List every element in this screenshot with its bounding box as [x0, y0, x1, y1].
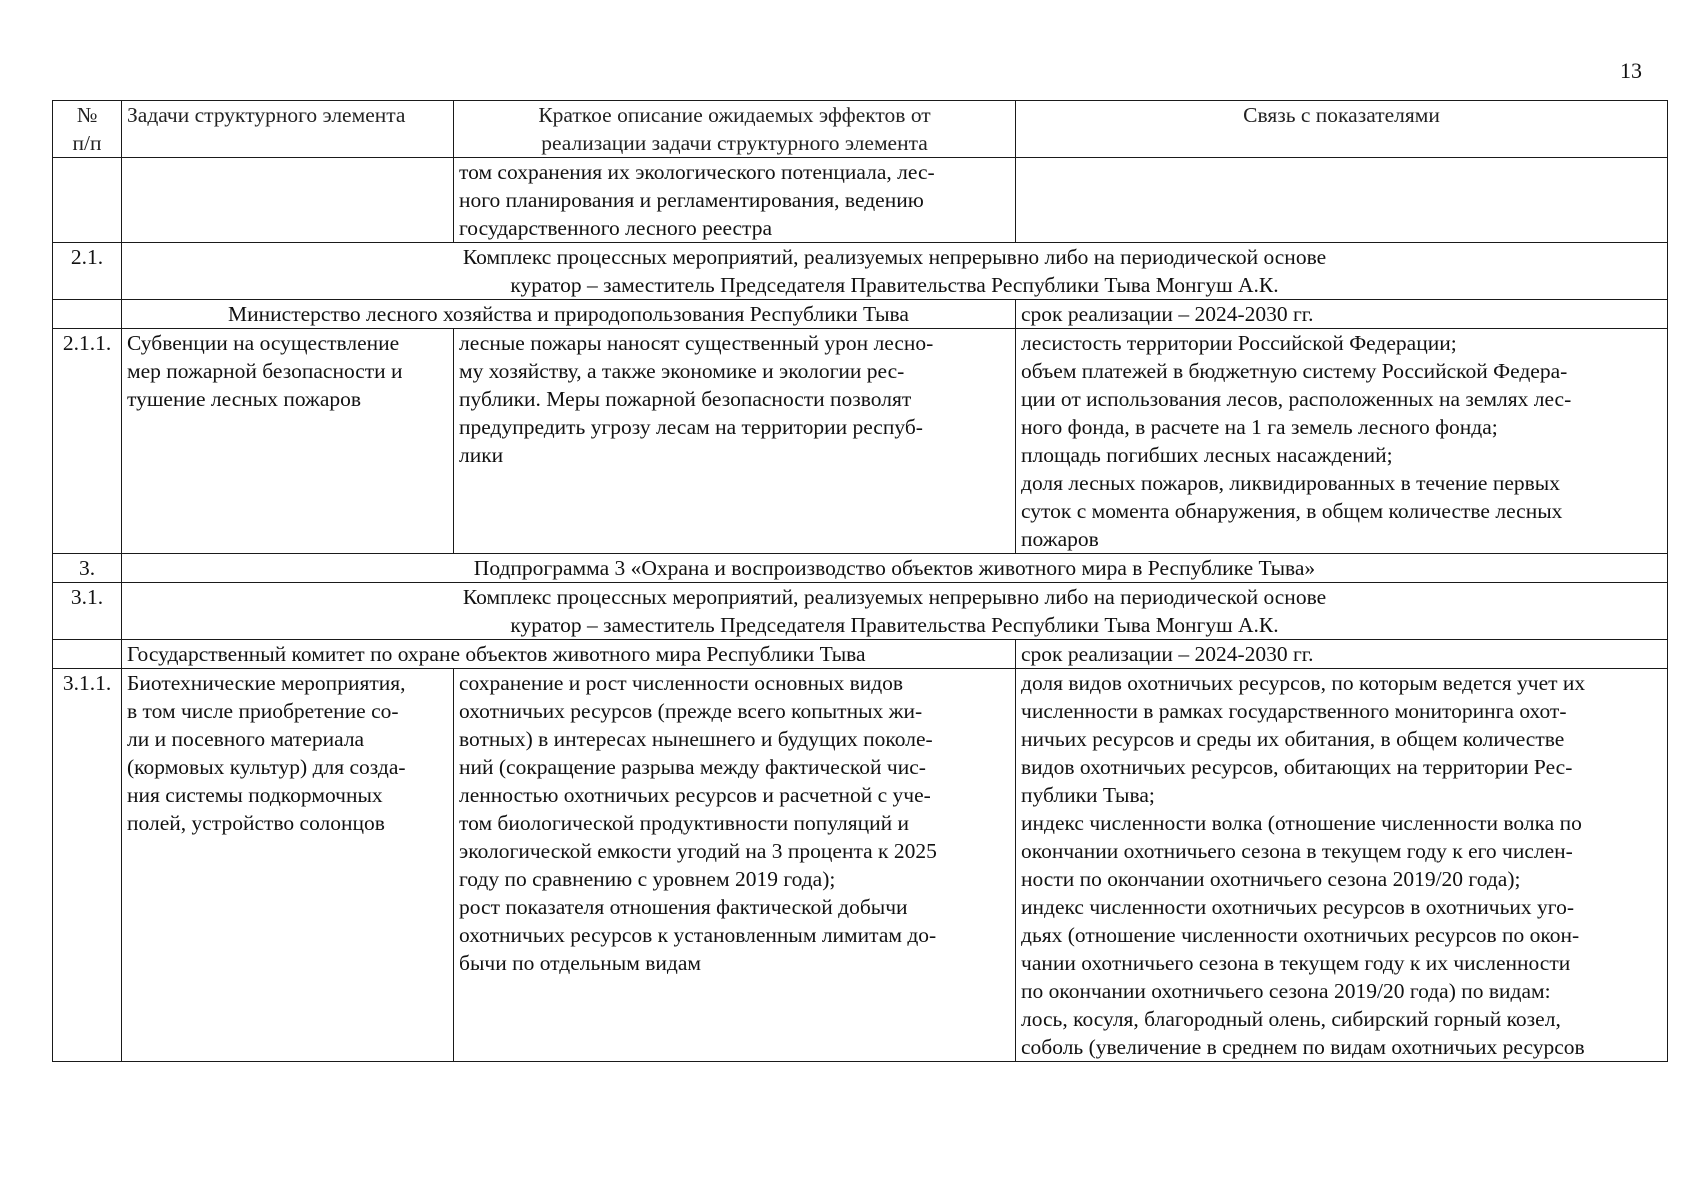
section-num: 3. [53, 554, 122, 583]
section-title [122, 243, 1668, 300]
table-row [53, 158, 1668, 243]
header-num [53, 101, 122, 158]
effects-line: ленностью охотничьих ресурсов и расчетной с уче- [459, 783, 931, 807]
effects-line: ного планирования и регламентирования, ведению [459, 188, 924, 212]
header-tasks [122, 101, 454, 158]
section-num: 3.1. [53, 583, 122, 640]
effects-line: му хозяйству, а также экономике и экологии рес- [459, 359, 905, 383]
cell-indicators [1016, 329, 1668, 554]
program-table [52, 100, 1668, 1062]
indicators-line: окончании охотничьего сезона в текущем году к его числен- [1021, 839, 1573, 863]
section-title-line: Комплекс процессных мероприятий, реализуемых непрерывно либо на периодической основе [462, 585, 1327, 609]
effects-line: лики [459, 443, 504, 467]
indicators-line: доля видов охотничьих ресурсов, по которым ведется учет их [1021, 671, 1586, 695]
effects-line: том биологической продуктивности популяций и [459, 811, 910, 835]
header-effects-line: реализации задачи структурного элемента [541, 131, 928, 155]
section-title-line: Комплекс процессных мероприятий, реализуемых непрерывно либо на периодической основе [462, 245, 1327, 269]
tasks-line: мер пожарной безопасности и [127, 359, 403, 383]
section-title: Подпрограмма 3 «Охрана и воспроизводство объектов животного мира в Республике Тыва» [122, 554, 1668, 583]
cell-tasks [122, 158, 454, 243]
header-effects [454, 101, 1016, 158]
indicators-line: объем платежей в бюджетную систему Российской Федера- [1021, 359, 1568, 383]
table-row [53, 669, 1668, 1062]
indicators-line: доля лесных пожаров, ликвидированных в течение первых [1021, 471, 1560, 495]
page-number: 13 [1620, 58, 1642, 83]
section-row [53, 583, 1668, 640]
header-num-line: п/п [72, 131, 102, 155]
indicators-line: дьях (отношение численности охотничьих ресурсов по окон- [1021, 923, 1580, 947]
section-row [53, 243, 1668, 300]
indicators-line: публики Тыва; [1021, 783, 1155, 807]
tasks-line: ния системы подкормочных [127, 783, 383, 807]
table-header-row [53, 101, 1668, 158]
effects-line: охотничьих ресурсов (прежде всего копытных жи- [459, 699, 923, 723]
effects-line: году по сравнению с уровнем 2019 года); [459, 867, 836, 891]
header-tasks-text: Задачи структурного элемента [127, 103, 406, 127]
effects-line: государственного лесного реестра [459, 216, 773, 240]
table-row [53, 329, 1668, 554]
indicators-line: индекс численности волка (отношение численности волка по [1021, 811, 1582, 835]
effects-line: бычи по отдельным видам [459, 951, 701, 975]
header-num-line: № [76, 103, 98, 127]
indicators-line: ности по окончании охотничьего сезона 2019/20 года); [1021, 867, 1521, 891]
implementation-term: срок реализации – 2024-2030 гг. [1016, 640, 1668, 669]
indicators-line: ничьих ресурсов и среды их обитания, в общем количестве [1021, 727, 1565, 751]
effects-line: рост показателя отношения фактической добычи [459, 895, 908, 919]
implementation-term: срок реализации – 2024-2030 гг. [1016, 300, 1668, 329]
responsible-row [53, 300, 1668, 329]
effects-line: публики. Меры пожарной безопасности позволят [459, 387, 912, 411]
cell-num [53, 158, 122, 243]
indicators-line: ции от использования лесов, расположенных на землях лес- [1021, 387, 1572, 411]
tasks-line: ли и посевного материала [127, 727, 365, 751]
cell-num: 2.1.1. [53, 329, 122, 554]
cell-effects [454, 158, 1016, 243]
indicators-line: суток с момента обнаружения, в общем количестве лесных [1021, 499, 1563, 523]
indicators-line: площадь погибших лесных насаждений; [1021, 443, 1393, 467]
section-title [122, 583, 1668, 640]
section-num: 2.1. [53, 243, 122, 300]
tasks-line: Биотехнические мероприятия, [127, 671, 406, 695]
cell-num [53, 640, 122, 669]
effects-line: экологической емкости угодий на 3 процента к 2025 [459, 839, 937, 863]
tasks-line: тушение лесных пожаров [127, 387, 362, 411]
indicators-line: численности в рамках государственного мониторинга охот- [1021, 699, 1567, 723]
tasks-line: полей, устройство солонцов [127, 811, 385, 835]
cell-tasks [122, 669, 454, 1062]
cell-effects [454, 669, 1016, 1062]
effects-line: том сохранения их экологического потенциала, лес- [459, 160, 935, 184]
cell-num: 3.1.1. [53, 669, 122, 1062]
indicators-line: индекс численности охотничьих ресурсов в охотничьих уго- [1021, 895, 1574, 919]
indicators-line: по окончании охотничьего сезона 2019/20 года) по видам: [1021, 979, 1551, 1003]
indicators-line: лось, косуля, благородный олень, сибирский горный козел, [1021, 1007, 1561, 1031]
cell-indicators [1016, 158, 1668, 243]
effects-line: лесные пожары наносят существенный урон лесно- [459, 331, 934, 355]
indicators-line: видов охотничьих ресурсов, обитающих на территории Рес- [1021, 755, 1573, 779]
indicators-line: чании охотничьего сезона в текущем году к их численности [1021, 951, 1571, 975]
effects-line: охотничьих ресурсов к установленным лимитам до- [459, 923, 937, 947]
indicators-line: соболь (увеличение в среднем по видам охотничьих ресурсов [1021, 1035, 1585, 1059]
effects-line: ний (сокращение разрыва между фактической чис- [459, 755, 926, 779]
tasks-line: (кормовых культур) для созда- [127, 755, 406, 779]
effects-line: вотных) в интересах нынешнего и будущих поколе- [459, 727, 933, 751]
indicators-line: ного фонда, в расчете на 1 га земель лесного фонда; [1021, 415, 1498, 439]
responsible-org: Государственный комитет по охране объектов животного мира Республики Тыва [122, 640, 1016, 669]
header-indicators [1016, 101, 1668, 158]
section-title-line: куратор – заместитель Председателя Правительства Республики Тыва Монгуш А.К. [510, 273, 1279, 297]
indicators-line: пожаров [1021, 527, 1099, 551]
effects-line: сохранение и рост численности основных видов [459, 671, 904, 695]
cell-indicators [1016, 669, 1668, 1062]
tasks-line: в том числе приобретение со- [127, 699, 399, 723]
indicators-line: лесистость территории Российской Федерации; [1021, 331, 1457, 355]
header-indicators-text: Связь с показателями [1243, 103, 1440, 127]
effects-line: предупредить угрозу лесам на территории респуб- [459, 415, 923, 439]
section-row [53, 554, 1668, 583]
cell-tasks [122, 329, 454, 554]
responsible-row [53, 640, 1668, 669]
tasks-line: Субвенции на осуществление [127, 331, 400, 355]
cell-num [53, 300, 122, 329]
section-title-line: куратор – заместитель Председателя Правительства Республики Тыва Монгуш А.К. [510, 613, 1279, 637]
header-effects-line: Краткое описание ожидаемых эффектов от [538, 103, 931, 127]
cell-effects [454, 329, 1016, 554]
responsible-org: Министерство лесного хозяйства и природопользования Республики Тыва [122, 300, 1016, 329]
